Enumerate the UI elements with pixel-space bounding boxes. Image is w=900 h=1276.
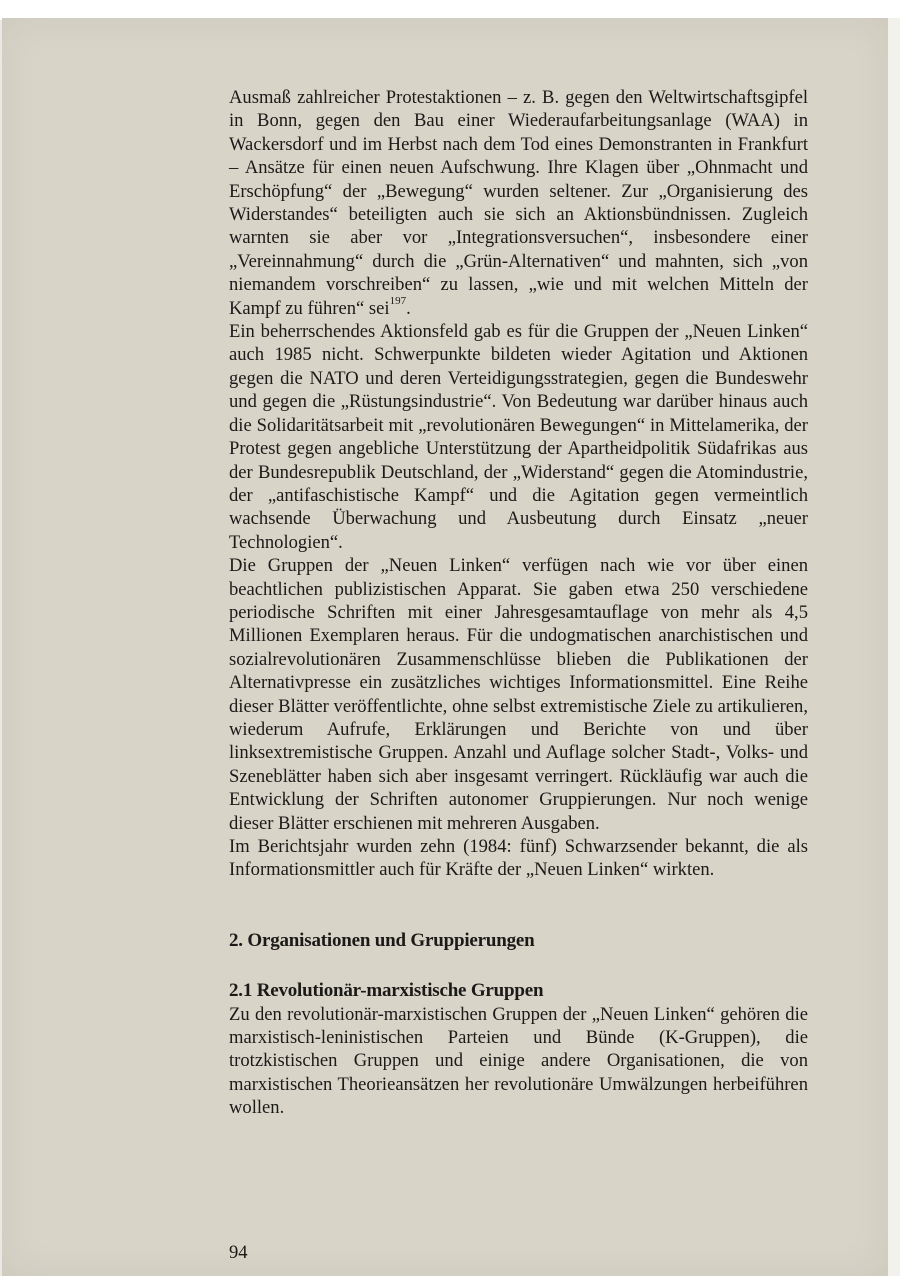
paragraph-1-text: Ausmaß zahlreicher Protestaktionen – z. B. gegen den Weltwirtschaftsgipfel in Bonn, gegen den Bau einer Wiederaufarbeitungsanlage (WAA) in Wackersdorf und im Herbst nach dem Tod eines Demonstranten in Frankfurt – Ansätze für einen neuen Aufschwung. Ihre Klagen über „Ohnmacht und Erschöpfung“ der „Bewegung“ wurden seltener. Zur „Organisierung des Widerstandes“ beteiligten auch sie sich an Aktionsbündnissen. Zugleich warnten sie aber vor „Integrationsversuchen“, insbesondere einer „Vereinnahmung“ durch die „Grün-Alternativen“ und mahnten, sich „von niemandem vorschreiben“ zu lassen, „wie und mit welchen Mitteln der Kampf zu führen“ sei <box>229 87 808 319</box>
paragraph-1 <box>229 86 808 320</box>
paragraph-1-end: . <box>406 297 411 319</box>
scan-top-border <box>0 0 900 20</box>
body-text <box>229 86 808 1120</box>
paragraph-4: Im Berichtsjahr wurden zehn (1984: fünf) Schwarzsender bekannt, die als Informationsmittler auch für Kräfte der „Neuen Linken“ wirkten. <box>229 836 808 881</box>
scan-right-border <box>888 18 900 1276</box>
subsection-heading: 2.1 Revolutionär-marxistische Gruppen <box>229 980 544 1002</box>
subsection-paragraph: Zu den revolutionär-marxistischen Gruppen der „Neuen Linken“ gehören die marxistisch-leninistischen Parteien und Bünde (K-Gruppen), die trotzkistischen Gruppen und einige andere Organisationen, die von marxistischen Theorieansätzen her revolutionäre Umwälzungen herbeiführen wollen. <box>229 1003 808 1119</box>
paragraph-2: Ein beherrschendes Aktionsfeld gab es für die Gruppen der „Neuen Linken“ auch 1985 nicht. Schwerpunkte bildeten wieder Agitation und Aktionen gegen die NATO und deren Verteidigungsstrategien, gegen die Bundeswehr und gegen die „Rüstungsindustrie“. Von Bedeutung war darüber hinaus auch die Solidaritätsarbeit mit „revolutionären Bewegungen“ in Mittelamerika, der Protest gegen angebliche Unterstützung der Apartheidpolitik Südafrikas aus der Bundesrepublik Deutschland, der „Widerstand“ gegen die Atomindustrie, der „antifaschistische Kampf“ und die Agitation gegen vermeintlich wachsende Überwachung und Ausbeutung durch Einsatz „neuer Technologien“. <box>229 321 808 553</box>
footnote-marker: 197 <box>389 295 407 308</box>
paragraph-3: Die Gruppen der „Neuen Linken“ verfügen nach wie vor über einen beachtlichen publizistischen Apparat. Sie gaben etwa 250 verschiedene periodische Schriften mit einer Jahresgesamtauflage von mehr als 4,5 Millionen Exemplaren heraus. Für die undogmatischen anarchistischen und sozialrevolutionären Zusammenschlüsse blieben die Publikationen der Alternativpresse ein zusätzliches wichtiges Informationsmittel. Eine Reihe dieser Blätter veröffentlichte, ohne selbst extremistische Ziele zu artikulieren, wiederum Aufrufe, Erklärungen und Berichte von und über linksextremistische Gruppen. Anzahl und Auflage solcher Stadt-, Volks- und Szeneblätter haben sich aber insgesamt verringert. Rückläufig war auch die Entwicklung der Schriften autonomer Gruppierungen. Nur noch wenige dieser Blätter erschienen mit mehreren Ausgaben. <box>229 555 808 834</box>
page-number: 94 <box>229 1242 248 1263</box>
section-heading: 2. Organisationen und Gruppierungen <box>229 929 535 951</box>
